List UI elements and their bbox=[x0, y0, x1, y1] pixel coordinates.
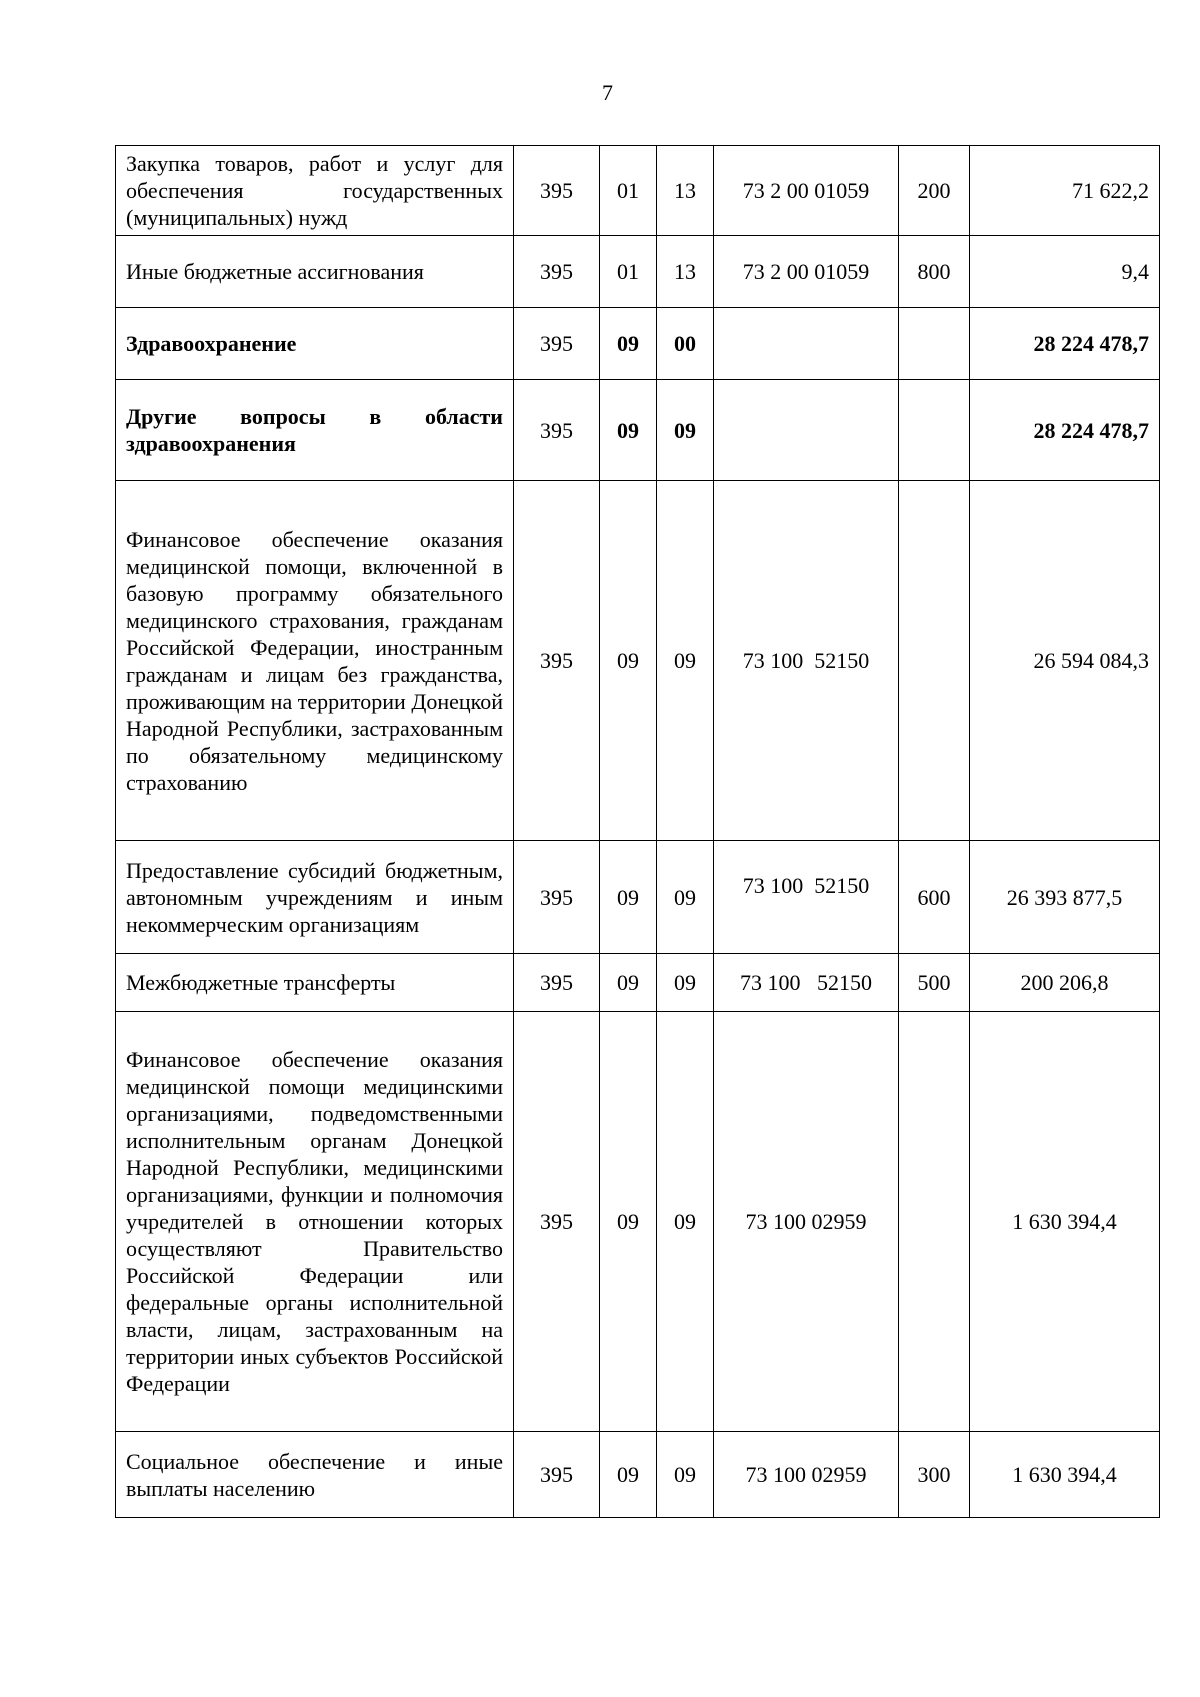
table-row bbox=[116, 380, 1160, 481]
row-subsection: 13 bbox=[657, 236, 714, 308]
row-gov-code: 395 bbox=[514, 380, 600, 481]
row-subsection: 09 bbox=[657, 1012, 714, 1432]
row-gov-code: 395 bbox=[514, 1012, 600, 1432]
row-name: Финансовое обеспечение оказания медицинской помощи медицинскими организациями, подведомственными исполнительным органам Донецкой Народной Республики, медицинскими организациями, функции и полномочия учредителей в отношении которых осуществляют Правительство Российской Федерации или федеральные органы исполнительной власти, лицам, застрахованным на территории иных субъектов Российской Федерации bbox=[116, 1012, 514, 1432]
row-amount: 28 224 478,7 bbox=[970, 308, 1160, 380]
row-subsection: 09 bbox=[657, 481, 714, 841]
row-amount: 28 224 478,7 bbox=[970, 380, 1160, 481]
row-expense-type bbox=[899, 481, 970, 841]
table-row bbox=[116, 841, 1160, 954]
row-section: 01 bbox=[600, 236, 657, 308]
row-name: Другие вопросы в области здравоохранения bbox=[116, 380, 514, 481]
row-amount: 200 206,8 bbox=[970, 954, 1160, 1012]
row-amount: 26 393 877,5 bbox=[970, 841, 1160, 954]
row-expense-type bbox=[899, 308, 970, 380]
row-gov-code: 395 bbox=[514, 481, 600, 841]
row-gov-code: 395 bbox=[514, 308, 600, 380]
row-expense-type: 800 bbox=[899, 236, 970, 308]
row-expense-type: 500 bbox=[899, 954, 970, 1012]
row-target-article: 73 100 02959 bbox=[714, 1432, 899, 1518]
row-section: 09 bbox=[600, 380, 657, 481]
row-subsection: 09 bbox=[657, 841, 714, 954]
row-section: 09 bbox=[600, 308, 657, 380]
row-section: 09 bbox=[600, 841, 657, 954]
row-name: Здравоохранение bbox=[116, 308, 514, 380]
budget-table bbox=[115, 145, 1160, 1518]
row-gov-code: 395 bbox=[514, 236, 600, 308]
row-section: 01 bbox=[600, 146, 657, 236]
row-target-article bbox=[714, 380, 899, 481]
row-name: Закупка товаров, работ и услуг для обеспечения государственных (муниципальных) нужд bbox=[116, 146, 514, 236]
table-row bbox=[116, 146, 1160, 236]
table-row bbox=[116, 481, 1160, 841]
row-target-article: 73 2 00 01059 bbox=[714, 146, 899, 236]
row-subsection: 09 bbox=[657, 1432, 714, 1518]
row-target-article: 73 100 52150 bbox=[714, 954, 899, 1012]
row-gov-code: 395 bbox=[514, 841, 600, 954]
row-target-article: 73 100 52150 bbox=[714, 481, 899, 841]
row-amount: 71 622,2 bbox=[970, 146, 1160, 236]
row-expense-type: 600 bbox=[899, 841, 970, 954]
row-target-article: 73 2 00 01059 bbox=[714, 236, 899, 308]
row-expense-type bbox=[899, 380, 970, 481]
row-amount: 26 594 084,3 bbox=[970, 481, 1160, 841]
row-name: Финансовое обеспечение оказания медицинской помощи, включенной в базовую программу обязательного медицинского страхования, гражданам Российской Федерации, иностранным гражданам и лицам без гражданства, проживающим на территории Донецкой Народной Республики, застрахованным по обязательному медицинскому страхованию bbox=[116, 481, 514, 841]
row-name: Иные бюджетные ассигнования bbox=[116, 236, 514, 308]
row-expense-type: 300 bbox=[899, 1432, 970, 1518]
row-amount: 1 630 394,4 bbox=[970, 1432, 1160, 1518]
row-subsection: 00 bbox=[657, 308, 714, 380]
row-gov-code: 395 bbox=[514, 954, 600, 1012]
row-target-article: 73 100 52150 bbox=[742, 872, 870, 898]
row-section: 09 bbox=[600, 481, 657, 841]
row-target-article bbox=[714, 308, 899, 380]
row-gov-code: 395 bbox=[514, 146, 600, 236]
row-section: 09 bbox=[600, 1432, 657, 1518]
table-row bbox=[116, 954, 1160, 1012]
row-name: Социальное обеспечение и иные выплаты населению bbox=[116, 1432, 514, 1518]
page-number: 7 bbox=[602, 80, 613, 105]
row-section: 09 bbox=[600, 1012, 657, 1432]
table-row bbox=[116, 1432, 1160, 1518]
row-name: Межбюджетные трансферты bbox=[116, 954, 514, 1012]
row-gov-code: 395 bbox=[514, 1432, 600, 1518]
row-name: Предоставление субсидий бюджетным, автономным учреждениям и иным некоммерческим организациям bbox=[116, 841, 514, 954]
table-row bbox=[116, 308, 1160, 380]
row-amount: 1 630 394,4 bbox=[970, 1012, 1160, 1432]
row-subsection: 13 bbox=[657, 146, 714, 236]
row-amount: 9,4 bbox=[970, 236, 1160, 308]
row-subsection: 09 bbox=[657, 954, 714, 1012]
table-row bbox=[116, 236, 1160, 308]
row-target-article: 73 100 02959 bbox=[714, 1012, 899, 1432]
row-subsection: 09 bbox=[657, 380, 714, 481]
row-expense-type: 200 bbox=[899, 146, 970, 236]
row-expense-type bbox=[899, 1012, 970, 1432]
table-row bbox=[116, 1012, 1160, 1432]
row-section: 09 bbox=[600, 954, 657, 1012]
